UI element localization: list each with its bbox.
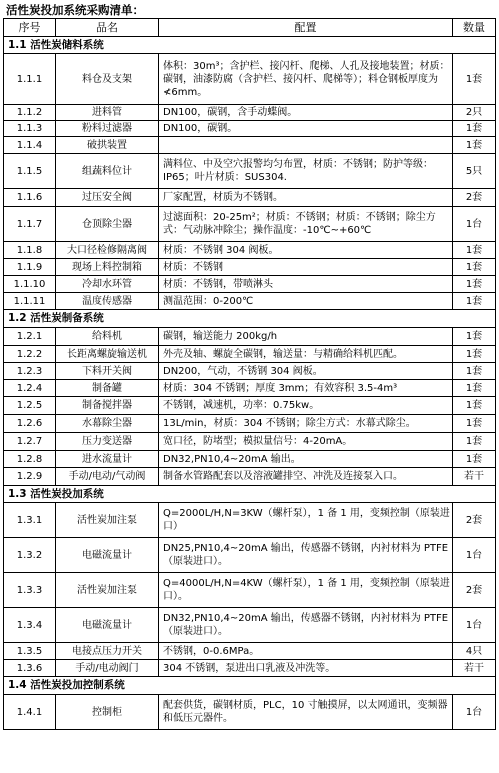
table-row <box>4 380 496 397</box>
table-row <box>4 573 496 608</box>
item-index: 1.3.1 <box>4 503 56 538</box>
item-quantity: 2套 <box>453 573 496 608</box>
item-name: 组蔬料位计 <box>56 154 159 189</box>
table-row <box>4 54 496 105</box>
item-spec: Q=2000L/H,N=3KW（螺杆泵），1 备 1 用，变频控制（原装进口） <box>159 503 453 538</box>
item-spec: 13L/min，材质：304 不锈钢；除尘方式：水幕式除尘。 <box>159 415 453 433</box>
table-row <box>4 503 496 538</box>
section-title: 1.2 活性炭制备系统 <box>4 310 496 328</box>
table-row <box>4 643 496 660</box>
item-spec: DN32,PN10,4~20mA 输出。 <box>159 451 453 468</box>
item-name: 过压安全阀 <box>56 189 159 207</box>
item-spec: 不锈钢，减速机，功率：0.75kw。 <box>159 397 453 415</box>
item-quantity: 1套 <box>453 363 496 380</box>
section-row <box>4 310 496 328</box>
table-row <box>4 468 496 486</box>
section-title: 1.3 活性炭投加系统 <box>4 486 496 503</box>
item-name: 水幕除尘器 <box>56 415 159 433</box>
item-quantity: 1套 <box>453 121 496 137</box>
table-row <box>4 105 496 121</box>
section-row <box>4 37 496 54</box>
item-index: 1.1.8 <box>4 242 56 259</box>
table-row <box>4 154 496 189</box>
item-index: 1.4.1 <box>4 695 56 730</box>
item-spec: 测温范围：0-200℃ <box>159 293 453 310</box>
table-row <box>4 538 496 573</box>
item-name: 控制柜 <box>56 695 159 730</box>
item-name: 活性炭加注泵 <box>56 573 159 608</box>
item-spec: 满料位、中及空穴报警均匀布置，材质：不锈钢；防护等级：IP65；叶片材质：SUS304. <box>159 154 453 189</box>
item-quantity: 1套 <box>453 54 496 105</box>
item-name: 手动/电动/气动阀 <box>56 468 159 486</box>
item-index: 1.2.8 <box>4 451 56 468</box>
section-title: 1.1 活性炭储料系统 <box>4 37 496 54</box>
table-row <box>4 259 496 276</box>
item-quantity: 2只 <box>453 105 496 121</box>
header-spec: 配置 <box>159 19 453 37</box>
table-row <box>4 189 496 207</box>
item-index: 1.1.11 <box>4 293 56 310</box>
item-index: 1.2.3 <box>4 363 56 380</box>
item-name: 破拱装置 <box>56 137 159 154</box>
table-row <box>4 695 496 730</box>
item-quantity: 1套 <box>453 451 496 468</box>
item-name: 电磁流量计 <box>56 538 159 573</box>
item-quantity: 1套 <box>453 137 496 154</box>
item-quantity: 1套 <box>453 259 496 276</box>
item-spec: DN32,PN10,4~20mA 输出，传感器不锈钢，内衬材料为 PTFE（原装进口）。 <box>159 608 453 643</box>
item-index: 1.1.7 <box>4 207 56 242</box>
item-index: 1.1.3 <box>4 121 56 137</box>
item-quantity: 1套 <box>453 276 496 293</box>
header-quantity: 数量 <box>453 19 496 37</box>
table-row <box>4 397 496 415</box>
item-spec: 外壳及轴、螺旋全碳钢，输送量：与精确给料机匹配。 <box>159 346 453 363</box>
item-index: 1.2.5 <box>4 397 56 415</box>
item-name: 手动/电动阀门 <box>56 660 159 677</box>
item-name: 冷却水环管 <box>56 276 159 293</box>
item-quantity: 2套 <box>453 189 496 207</box>
table-row <box>4 207 496 242</box>
section-row <box>4 677 496 695</box>
section-title: 1.4 活性炭投加控制系统 <box>4 677 496 695</box>
item-quantity: 5只 <box>453 154 496 189</box>
table-row <box>4 608 496 643</box>
item-quantity: 1套 <box>453 328 496 346</box>
table-row <box>4 121 496 137</box>
item-spec: 材质：不锈钢 304 阀板。 <box>159 242 453 259</box>
item-quantity: 1套 <box>453 433 496 451</box>
table-row <box>4 433 496 451</box>
item-index: 1.2.1 <box>4 328 56 346</box>
item-spec: Q=4000L/H,N=4KW（螺杆泵），1 备 1 用，变频控制（原装进口）。 <box>159 573 453 608</box>
item-name: 仓顶除尘器 <box>56 207 159 242</box>
item-index: 1.1.6 <box>4 189 56 207</box>
table-row <box>4 242 496 259</box>
table-row <box>4 415 496 433</box>
item-spec: DN100，碳钢。 <box>159 121 453 137</box>
item-index: 1.1.1 <box>4 54 56 105</box>
item-name: 长距离螺旋输送机 <box>56 346 159 363</box>
item-quantity: 若干 <box>453 468 496 486</box>
table-row <box>4 137 496 154</box>
item-quantity: 1台 <box>453 538 496 573</box>
item-index: 1.3.4 <box>4 608 56 643</box>
item-quantity: 4只 <box>453 643 496 660</box>
item-name: 活性炭加注泵 <box>56 503 159 538</box>
item-quantity: 1台 <box>453 695 496 730</box>
item-name: 料仓及支架 <box>56 54 159 105</box>
item-quantity: 1套 <box>453 397 496 415</box>
item-spec: 材质：不锈钢，带喷淋头 <box>159 276 453 293</box>
item-name: 压力变送器 <box>56 433 159 451</box>
item-spec: 材质：不锈钢 <box>159 259 453 276</box>
item-spec: 厂家配置，材质为不锈钢。 <box>159 189 453 207</box>
item-name: 进水流量计 <box>56 451 159 468</box>
header-name: 品名 <box>56 19 159 37</box>
item-quantity: 1套 <box>453 293 496 310</box>
item-spec: 过滤面积：20-25m²；材质：不锈钢；材质：不锈钢；除尘方式：气动脉冲除尘；操作温度：-10℃~+60℃ <box>159 207 453 242</box>
item-name: 制备罐 <box>56 380 159 397</box>
item-index: 1.3.3 <box>4 573 56 608</box>
item-index: 1.1.10 <box>4 276 56 293</box>
item-spec: DN100，碳钢，含手动蝶阀。 <box>159 105 453 121</box>
item-name: 下料开关阀 <box>56 363 159 380</box>
table-row <box>4 328 496 346</box>
table-row <box>4 660 496 677</box>
item-name: 制备搅拌器 <box>56 397 159 415</box>
item-spec: 体积：30m³；含护栏、接闪杆、爬梯、人孔及接地装置；材质：碳钢，油漆防腐（含护栏、接闪杆、爬梯等）；料仓钢板厚度为≮6mm。 <box>159 54 453 105</box>
item-quantity: 1台 <box>453 608 496 643</box>
item-index: 1.1.4 <box>4 137 56 154</box>
item-index: 1.3.6 <box>4 660 56 677</box>
item-name: 电接点压力开关 <box>56 643 159 660</box>
item-index: 1.2.6 <box>4 415 56 433</box>
header-index: 序号 <box>4 19 56 37</box>
item-spec: 304 不锈钢，泵进出口乳液及冲洗等。 <box>159 660 453 677</box>
table-row <box>4 363 496 380</box>
item-quantity: 2套 <box>453 503 496 538</box>
item-quantity: 1套 <box>453 380 496 397</box>
item-quantity: 1套 <box>453 242 496 259</box>
item-quantity: 1套 <box>453 415 496 433</box>
item-index: 1.1.9 <box>4 259 56 276</box>
item-spec: 宽口径，防堵型；模拟量信号：4-20mA。 <box>159 433 453 451</box>
item-quantity: 若干 <box>453 660 496 677</box>
item-name: 现场上料控制箱 <box>56 259 159 276</box>
item-index: 1.1.2 <box>4 105 56 121</box>
item-name: 粉料过滤器 <box>56 121 159 137</box>
section-row <box>4 486 496 503</box>
item-name: 大口径检修隔离阀 <box>56 242 159 259</box>
item-spec: DN200，气动，不锈钢 304 阀板。 <box>159 363 453 380</box>
item-quantity: 1台 <box>453 207 496 242</box>
table-row <box>4 276 496 293</box>
table-body <box>4 37 496 730</box>
item-name: 给料机 <box>56 328 159 346</box>
item-spec: 不锈钢，0-0.6MPa。 <box>159 643 453 660</box>
item-spec: DN25,PN10,4~20mA 输出，传感器不锈钢，内衬材料为 PTFE（原装进口）。 <box>159 538 453 573</box>
item-spec: 制备水管路配套以及溶液罐排空、冲洗及连接泵入口。 <box>159 468 453 486</box>
item-index: 1.2.7 <box>4 433 56 451</box>
procurement-table <box>3 18 496 730</box>
item-index: 1.2.4 <box>4 380 56 397</box>
item-name: 电磁流量计 <box>56 608 159 643</box>
item-quantity: 1套 <box>453 346 496 363</box>
item-spec: 碳钢，输送能力 200kg/h <box>159 328 453 346</box>
item-spec: 配套供货，碳钢材质，PLC，10 寸触摸屏，以太网通讯，变频器和低压元器件。 <box>159 695 453 730</box>
item-name: 进料管 <box>56 105 159 121</box>
item-index: 1.2.9 <box>4 468 56 486</box>
item-name: 温度传感器 <box>56 293 159 310</box>
page-title: 活性炭投加系统采购清单： <box>6 3 144 17</box>
table-row <box>4 293 496 310</box>
item-index: 1.3.5 <box>4 643 56 660</box>
item-index: 1.2.2 <box>4 346 56 363</box>
item-spec <box>159 137 453 154</box>
item-spec: 材质：304 不锈钢；厚度 3mm；有效容积 3.5-4m³ <box>159 380 453 397</box>
table-row <box>4 451 496 468</box>
table-row <box>4 346 496 363</box>
item-index: 1.1.5 <box>4 154 56 189</box>
table-header-row <box>4 19 496 37</box>
item-index: 1.3.2 <box>4 538 56 573</box>
